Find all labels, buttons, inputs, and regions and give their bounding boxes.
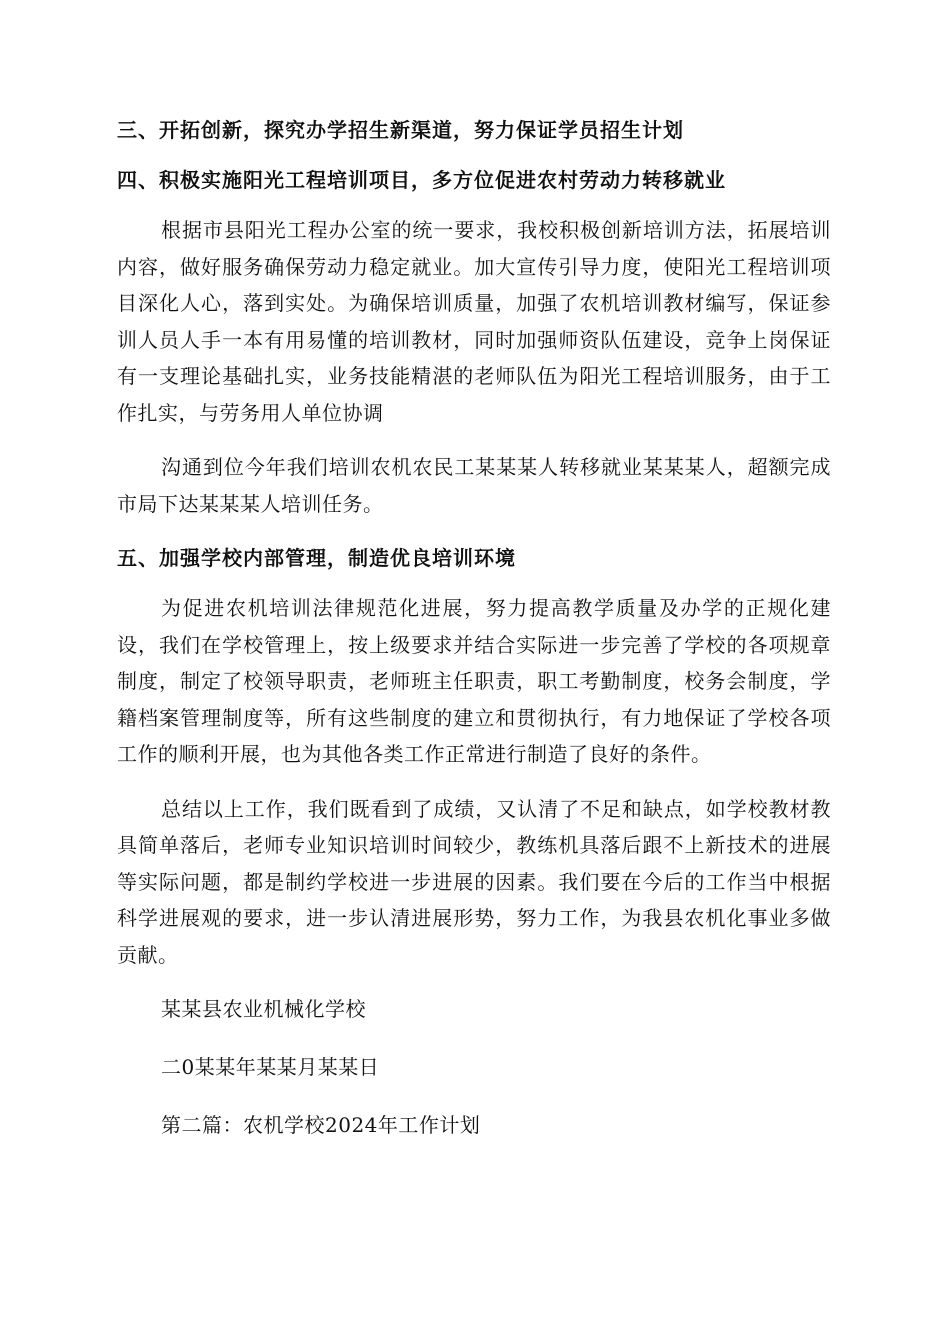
- section-heading-4: 四、积极实施阳光工程培训项目，多方位促进农村劳动力转移就业: [117, 168, 726, 192]
- next-article-title: 第二篇：农机学校2024年工作计划: [161, 1113, 481, 1137]
- paragraph-summary: 总结以上工作，我们既看到了成绩，又认清了不足和缺点，如学校教材教具简单落后，老师专业知识培训时间较少，教练机具落后跟不上新技术的进展等实际问题，都是制约学校进一步进展的因素。我们要在今后的工作当中根据科学进展观的要求，进一步认清进展形势，努力工作，为我县农机化事业多做贡献。: [117, 796, 831, 967]
- paragraph-training-results: 沟通到位今年我们培训农机农民工某某某人转移就业某某某人，超额完成市局下达某某某人培训任务。: [117, 455, 831, 516]
- paragraph-internal-management: 为促进农机培训法律规范化进展，努力提高教学质量及办学的正规化建设，我们在学校管理上，按上级要求并结合实际进一步完善了学校的各项规章制度，制定了校领导职责，老师班主任职责，职工考勤制度，校务会制度，学籍档案管理制度等，所有这些制度的建立和贯彻执行，有力地保证了学校各项工作的顺利开展，也为其他各类工作正常进行制造了良好的条件。: [117, 596, 831, 766]
- section-heading-5: 五、加强学校内部管理，制造优良培训环境: [117, 546, 516, 570]
- signature-date: 二0某某年某某月某某日: [161, 1055, 380, 1079]
- signature-organization: 某某县农业机械化学校: [161, 997, 366, 1021]
- paragraph-sunshine-project: 根据市县阳光工程办公室的统一要求，我校积极创新培训方法，拓展培训内容，做好服务确保劳动力稳定就业。加大宣传引导力度，使阳光工程培训项目深化人心，落到实处。为确保培训质量，加强了农机培训教材编写，保证参训人员人手一本有用易懂的培训教材，同时加强师资队伍建设，竞争上岗保证有一支理论基础扎实，业务技能精湛的老师队伍为阳光工程培训服务，由于工作扎实，与劳务用人单位协调: [117, 218, 831, 425]
- section-heading-3: 三、开拓创新，探究办学招生新渠道，努力保证学员招生计划: [117, 118, 684, 142]
- document-body: [117, 112, 831, 1165]
